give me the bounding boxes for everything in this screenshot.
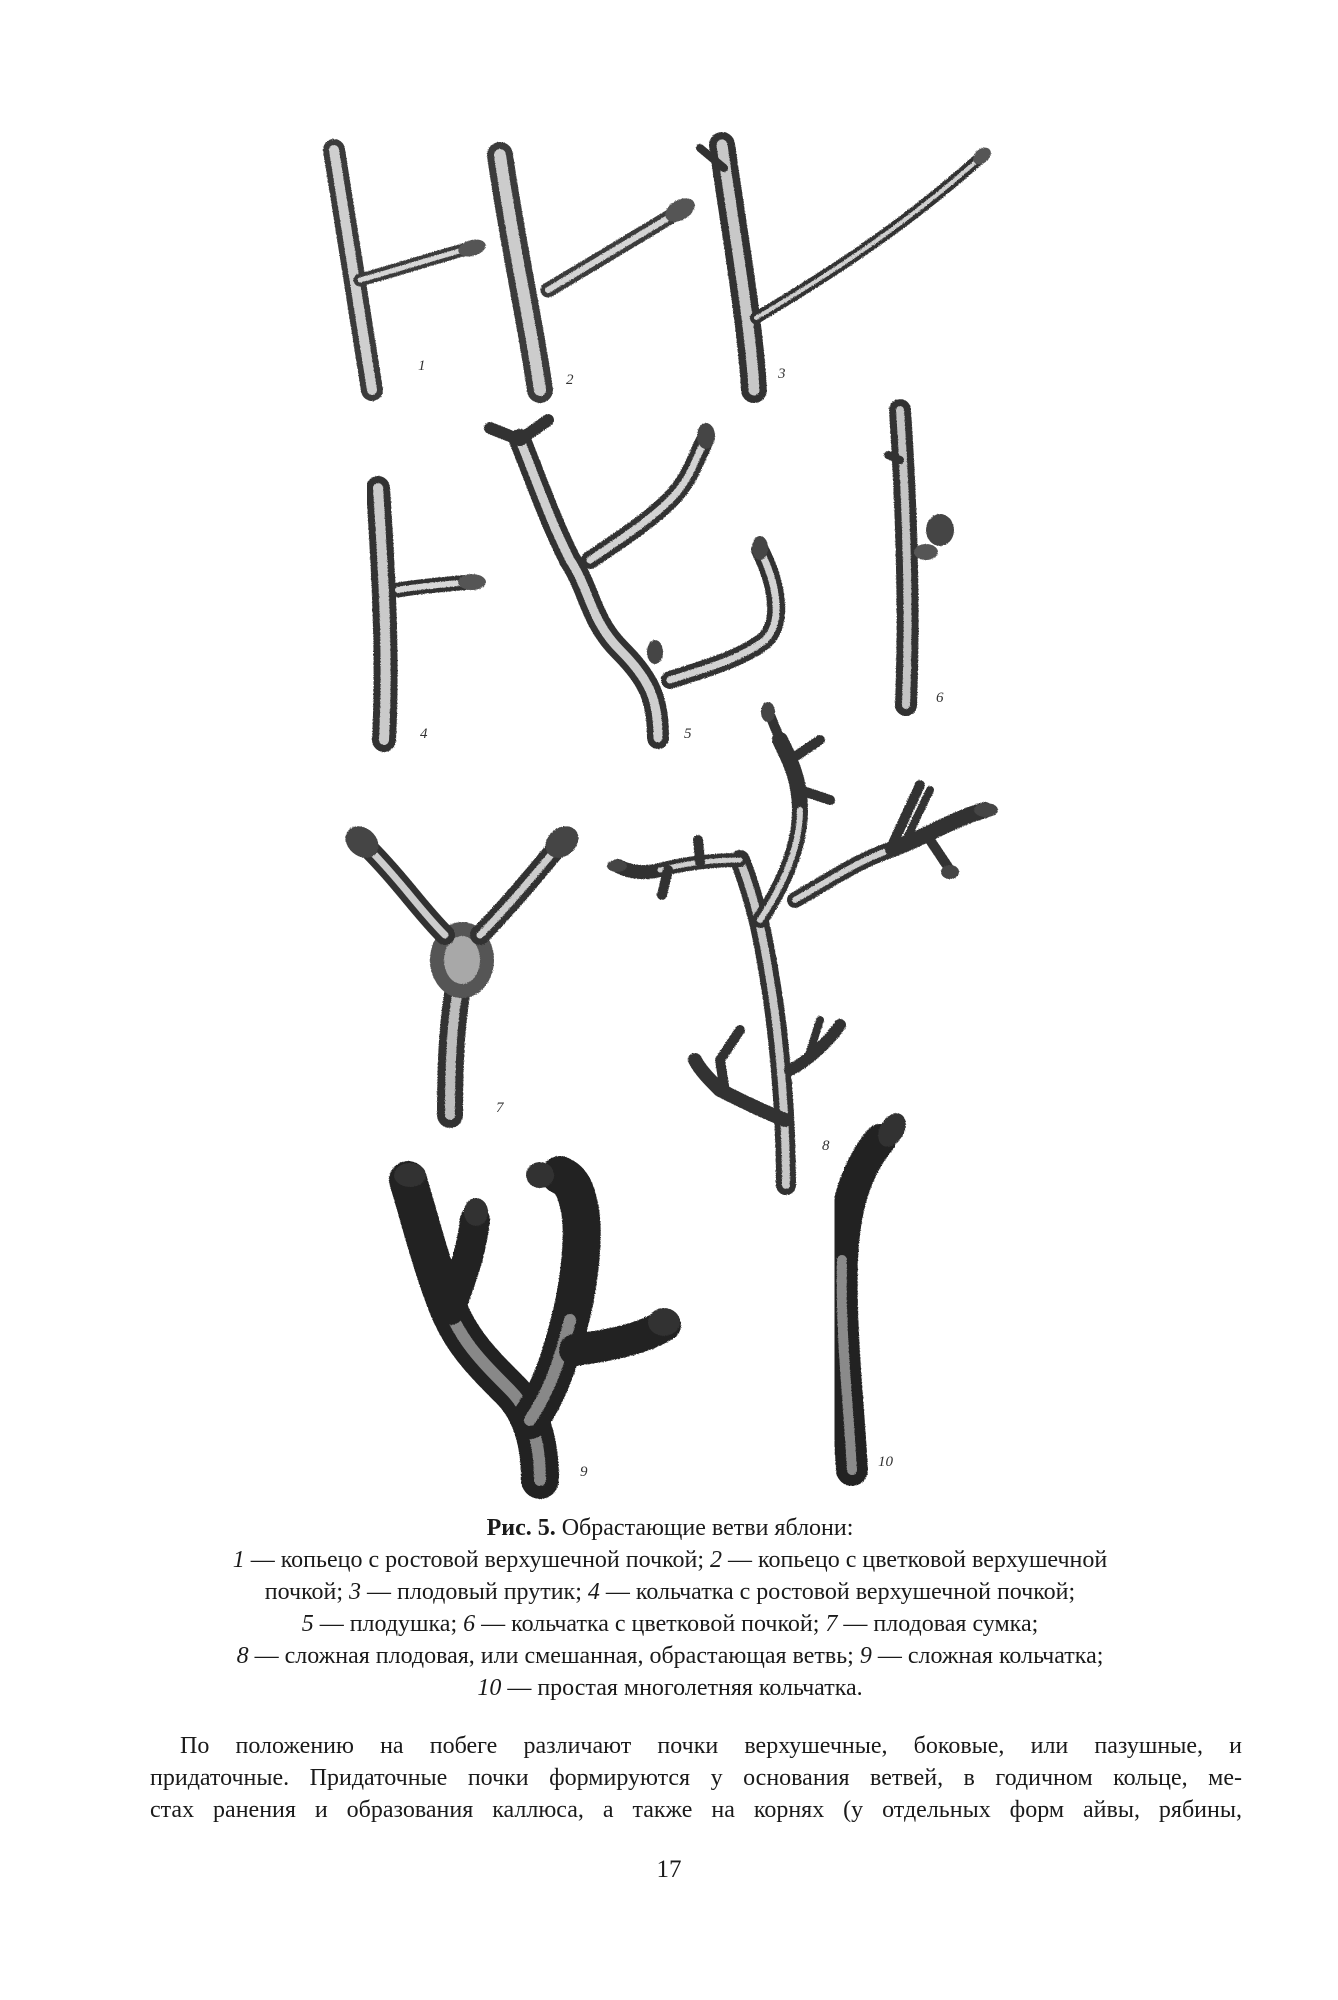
caption-line-5 <box>120 1672 1220 1704</box>
caption-number: 7 <box>825 1611 838 1637</box>
caption-text: — копьецо с ростовой верхушечной почкой; <box>244 1547 711 1573</box>
figure-caption <box>120 1512 1220 1704</box>
caption-text: — плодушка; <box>313 1611 464 1637</box>
caption-title: Обрастающие ветви яблони: <box>561 1515 854 1541</box>
panel-number-3: 3 <box>778 366 786 382</box>
panel-number-8: 8 <box>822 1138 830 1154</box>
caption-text: почкой; <box>264 1579 350 1605</box>
branch-illustration-1 <box>334 150 488 390</box>
paragraph-line-2: придаточные. Придаточные почки формируются у основания ветвей, в годичном кольце, ме- <box>150 1765 1242 1791</box>
caption-text: — копьецо с цветковой верхушечной <box>722 1547 1108 1573</box>
branch-illustration-8 <box>607 702 998 1185</box>
caption-line-4 <box>120 1640 1220 1672</box>
caption-number: 4 <box>587 1579 600 1605</box>
branch-illustration-2 <box>500 155 699 390</box>
caption-number: 2 <box>710 1547 723 1573</box>
panel-number-7: 7 <box>496 1100 504 1116</box>
caption-text: — плодовый прутик; <box>361 1579 588 1605</box>
branch-illustration-6 <box>888 410 954 705</box>
caption-title-line <box>120 1512 1220 1544</box>
panel-number-1: 1 <box>418 358 426 374</box>
caption-text: — сложная кольчатка; <box>871 1643 1104 1669</box>
caption-line-2 <box>120 1576 1220 1608</box>
caption-label: Рис. 5. <box>486 1515 556 1541</box>
caption-text: — плодовая сумка; <box>837 1611 1039 1637</box>
caption-number: 3 <box>349 1579 362 1605</box>
branch-illustration-5 <box>490 420 776 738</box>
caption-number: 6 <box>463 1611 476 1637</box>
body-paragraph <box>150 1730 1242 1826</box>
caption-number: 1 <box>232 1547 245 1573</box>
caption-line-1 <box>120 1544 1220 1576</box>
branch-illustration-7 <box>339 820 585 1115</box>
panel-number-5: 5 <box>684 726 692 742</box>
branch-illustration-4 <box>378 488 486 740</box>
panel-number-10: 10 <box>878 1454 893 1470</box>
panel-number-4: 4 <box>420 726 428 742</box>
caption-text: — сложная плодовая, или смешанная, обрастающая ветвь; <box>248 1643 860 1669</box>
panel-number-2: 2 <box>566 372 574 388</box>
caption-text: — кольчатка с ростовой верхушечной почкой; <box>599 1579 1076 1605</box>
paragraph-line-3: стах ранения и образования каллюса, а также на корнях (у отдельных форм айвы, рябины, <box>150 1797 1242 1823</box>
caption-text: — кольчатка с цветковой почкой; <box>475 1611 826 1637</box>
page-number: 17 <box>656 1856 682 1883</box>
caption-number: 5 <box>301 1611 314 1637</box>
caption-number: 10 <box>477 1675 502 1701</box>
paragraph-line-1: По положению на побеге различают почки верхушечные, боковые, или пазушные, и <box>180 1733 1242 1759</box>
panel-number-9: 9 <box>580 1464 588 1480</box>
caption-line-3 <box>120 1608 1220 1640</box>
panel-number-6: 6 <box>936 690 944 706</box>
caption-number: 8 <box>236 1643 249 1669</box>
caption-number: 9 <box>859 1643 872 1669</box>
caption-text: — простая многолетняя кольчатка. <box>501 1675 863 1701</box>
branch-illustration-9 <box>394 1162 680 1480</box>
branch-illustration-10 <box>842 1108 912 1470</box>
branch-illustration-3 <box>700 144 994 390</box>
